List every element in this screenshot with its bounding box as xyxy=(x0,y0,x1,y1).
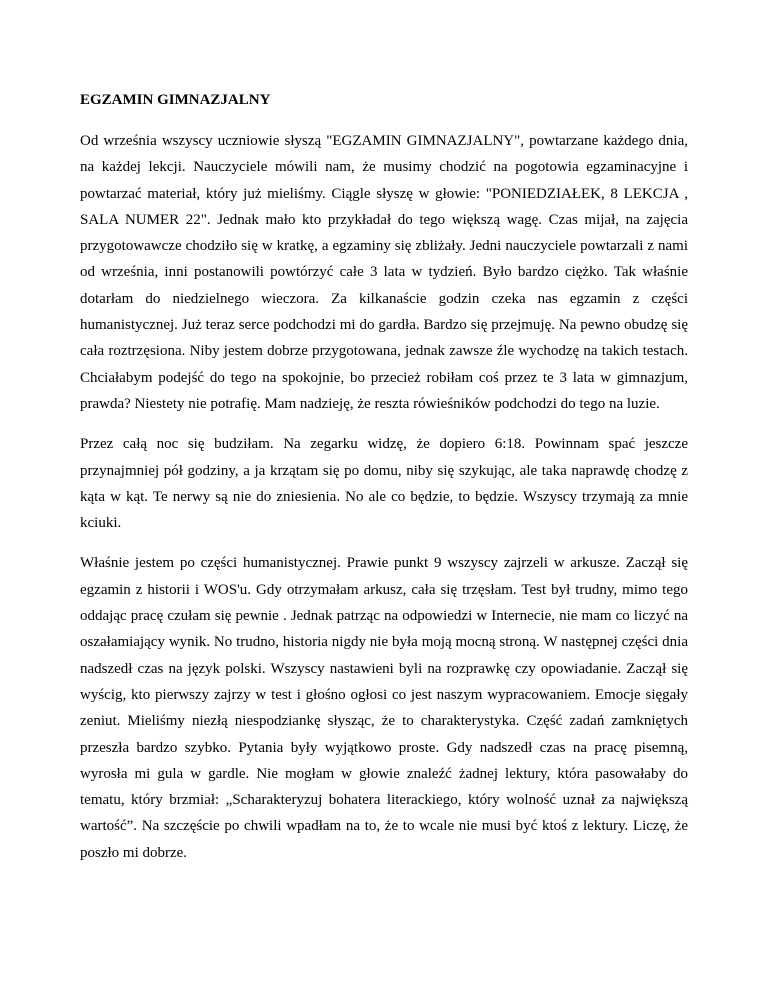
paragraph-2: Przez całą noc się budziłam. Na zegarku widzę, że dopiero 6:18. Powinnam spać jeszcze przynajmniej pół godziny, a ja krzątam się po domu, niby się szykując, ale taka naprawdę chodzę z kąta w kąt. Te nerwy są nie do zniesienia. No ale co będzie, to będzie. Wszyscy trzymają za mnie kciuki. xyxy=(80,436,688,532)
paragraph-3: Właśnie jestem po części humanistycznej. Prawie punkt 9 wszyscy zajrzeli w arkusze. Zaczął się egzamin z historii i WOS'u. Gdy otrzymałam arkusz, cała się trzęsłam. Test był trudny, mimo tego oddając pracę czułam się pewnie . Jednak patrząc na odpowiedzi w Internecie, nie mam co liczyć na oszałamiający wynik. No trudno, historia nigdy nie była moją mocną stroną. W następnej części dnia nadszedł czas na język polski. Wszyscy nastawieni byli na rozprawkę czy opowiadanie. Zaczął się wyścig, kto pierwszy zajrzy w test i głośno ogłosi co jest naszym wypracowaniem. Emocje sięgały zeniut. Mieliśmy niezłą niespodziankę słysząc, że to charakterystyka. Część zadań zamkniętych przeszła bardzo szybko. Pytania były wyjątkowo proste. Gdy nadszedł czas na pracę pisemną, wyrosła mi gula w gardle. Nie mogłam w głowie znaleźć żadnej lektury, która pasowałaby do tematu, który brzmiał: „Scharakteryzuj bohatera literackiego, który wolność uznał za największą wartość”. Na szczęście po chwili wpadłam na to, że to wcale nie musi być ktoś z lektury. Liczę, że poszło mi dobrze. xyxy=(80,555,688,861)
paragraph-1: Od września wszyscy uczniowie słyszą "EGZAMIN GIMNAZJALNY", powtarzane każdego dnia, na każdej lekcji. Nauczyciele mówili nam, że musimy chodzić na pogotowia egzaminacyjne i powtarzać materiał, który już mieliśmy. Ciągle słyszę w głowie: "PONIEDZIAŁEK, 8 LEKCJA , SALA NUMER 22". Jednak mało kto przykładał do tego większą wagę. Czas mijał, na zajęcia przygotowawcze chodziło się w kratkę, a egzaminy się zbliżały. Jedni nauczyciele powtarzali z nami od września, inni postanowili powtórzyć całe 3 lata w tydzień. Było bardzo ciężko. Tak właśnie dotarłam do niedzielnego wieczora. Za kilkanaście godzin czeka nas egzamin z części humanistycznej. Już teraz serce podchodzi mi do gardła. Bardzo się przejmuję. Na pewno obudzę się cała roztrzęsiona. Niby jestem dobrze przygotowana, jednak zawsze źle wychodzę na takich testach. Chciałabym podejść do tego na spokojnie, bo przecież robiłam coś przez te 3 lata w gimnazjum, prawda? Niestety nie potrafię. Mam nadzieję, że reszta rówieśników podchodzi do tego na luzie. xyxy=(80,133,688,412)
document-title: EGZAMIN GIMNAZJALNY xyxy=(80,92,271,108)
